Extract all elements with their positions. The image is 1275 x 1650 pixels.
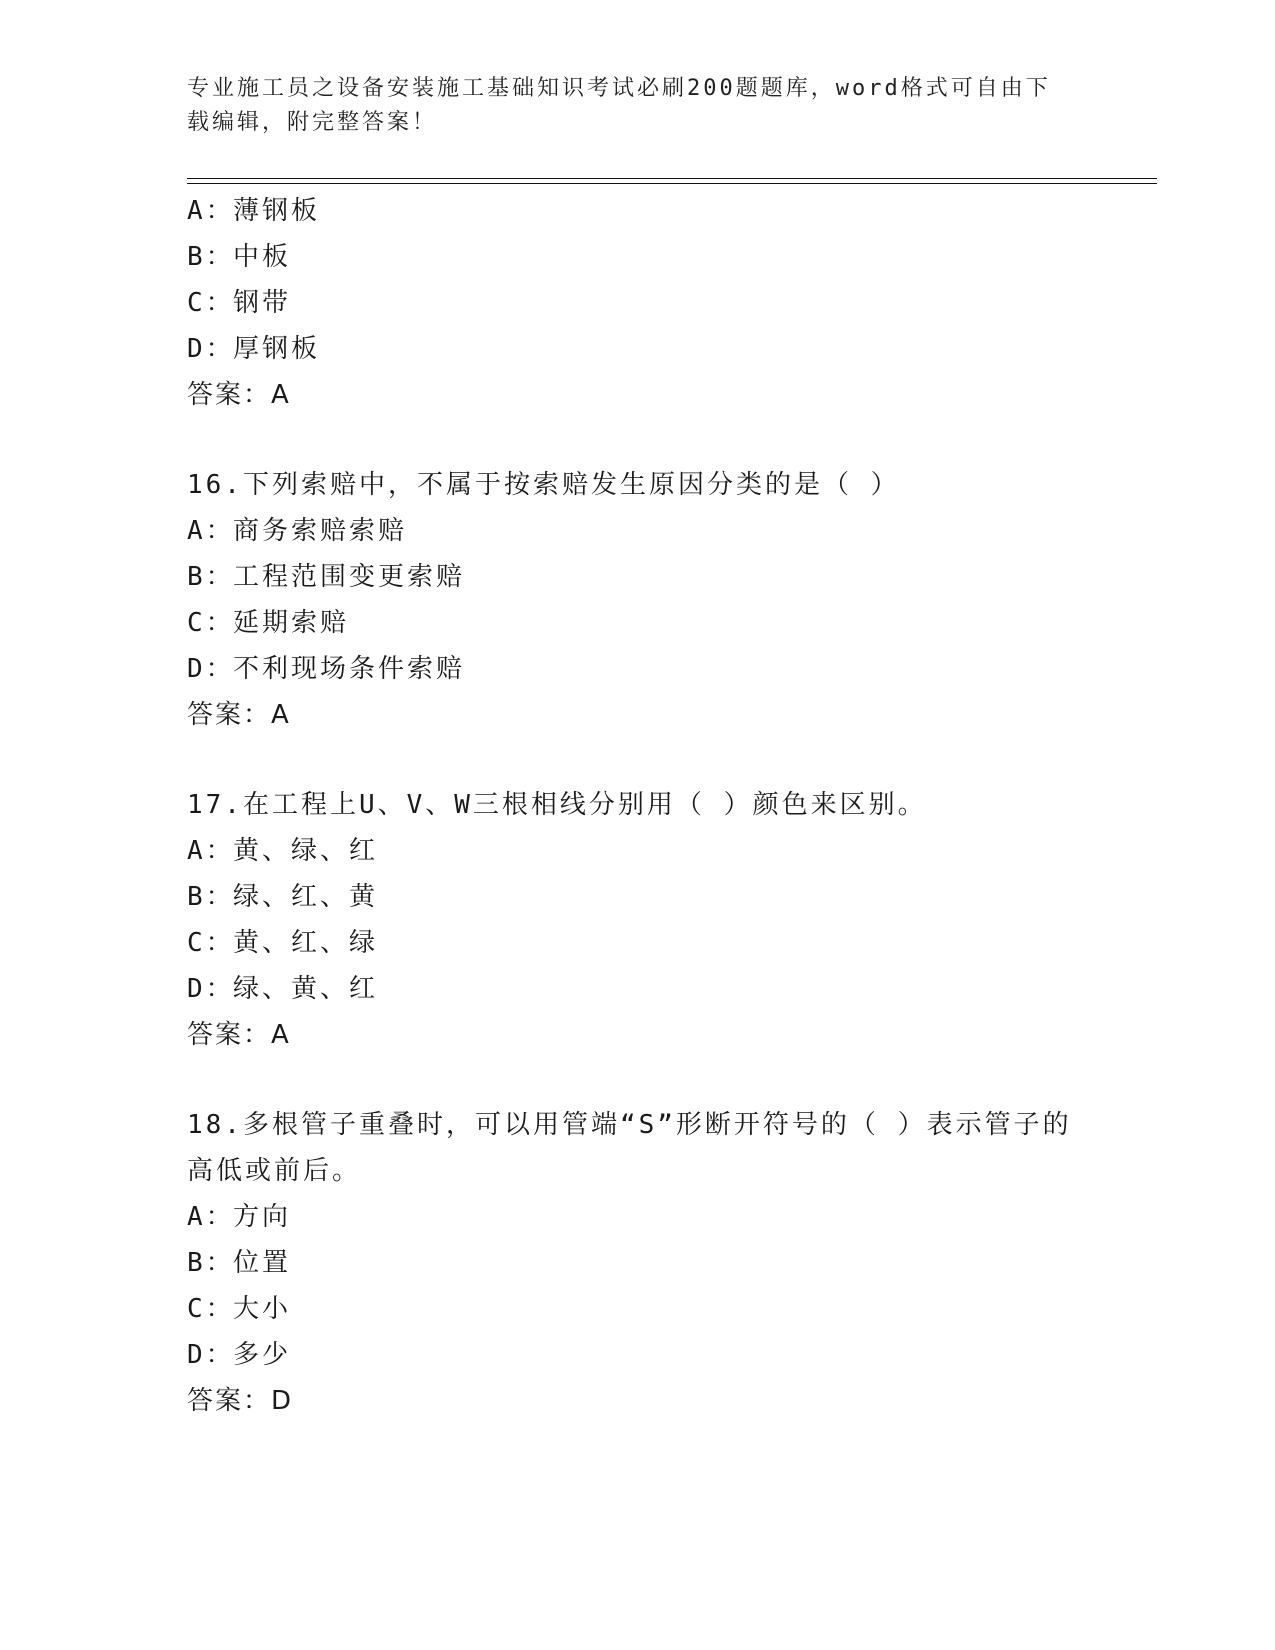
option-b: B：位置 <box>187 1248 292 1278</box>
option-a: A：黄、绿、红 <box>187 836 379 866</box>
option-b: B：中板 <box>187 242 292 272</box>
answer-line: 答案：A <box>187 380 291 410</box>
header-divider <box>187 178 1157 184</box>
document-header <box>187 72 1067 140</box>
answer-line: 答案：D <box>187 1386 294 1416</box>
option-c: C：延期索赔 <box>187 608 350 638</box>
option-d: D：不利现场条件索赔 <box>187 654 466 684</box>
document-title: 专业施工员之设备安装施工基础知识考试必刷200题题库，word格式可自由下载编辑，附完整答案！ <box>187 76 1051 135</box>
option-c: C：黄、红、绿 <box>187 928 379 958</box>
option-c: C：钢带 <box>187 288 292 318</box>
answer-line: 答案：A <box>187 1020 291 1050</box>
question-17 <box>187 782 1087 1058</box>
option-b: B：绿、红、黄 <box>187 882 379 912</box>
question-16 <box>187 462 1087 738</box>
question-list <box>187 188 1087 1424</box>
question-text: 18.多根管子重叠时，可以用管端“S”形断开符号的（ ）表示管子的高低或前后。 <box>187 1110 1072 1186</box>
option-a: A：商务索赔索赔 <box>187 516 408 546</box>
option-b: B：工程范围变更索赔 <box>187 562 466 592</box>
question-15 <box>187 188 1087 418</box>
question-text: 17.在工程上U、V、W三根相线分别用（ ）颜色来区别。 <box>187 790 927 820</box>
option-d: D：厚钢板 <box>187 334 321 364</box>
question-text: 16.下列索赔中，不属于按索赔发生原因分类的是（ ） <box>187 470 900 500</box>
answer-line: 答案：A <box>187 700 291 730</box>
option-d: D：多少 <box>187 1340 292 1370</box>
option-c: C：大小 <box>187 1294 292 1324</box>
question-18 <box>187 1102 1087 1424</box>
option-a: A：方向 <box>187 1202 292 1232</box>
option-a: A：薄钢板 <box>187 196 321 226</box>
option-d: D：绿、黄、红 <box>187 974 379 1004</box>
